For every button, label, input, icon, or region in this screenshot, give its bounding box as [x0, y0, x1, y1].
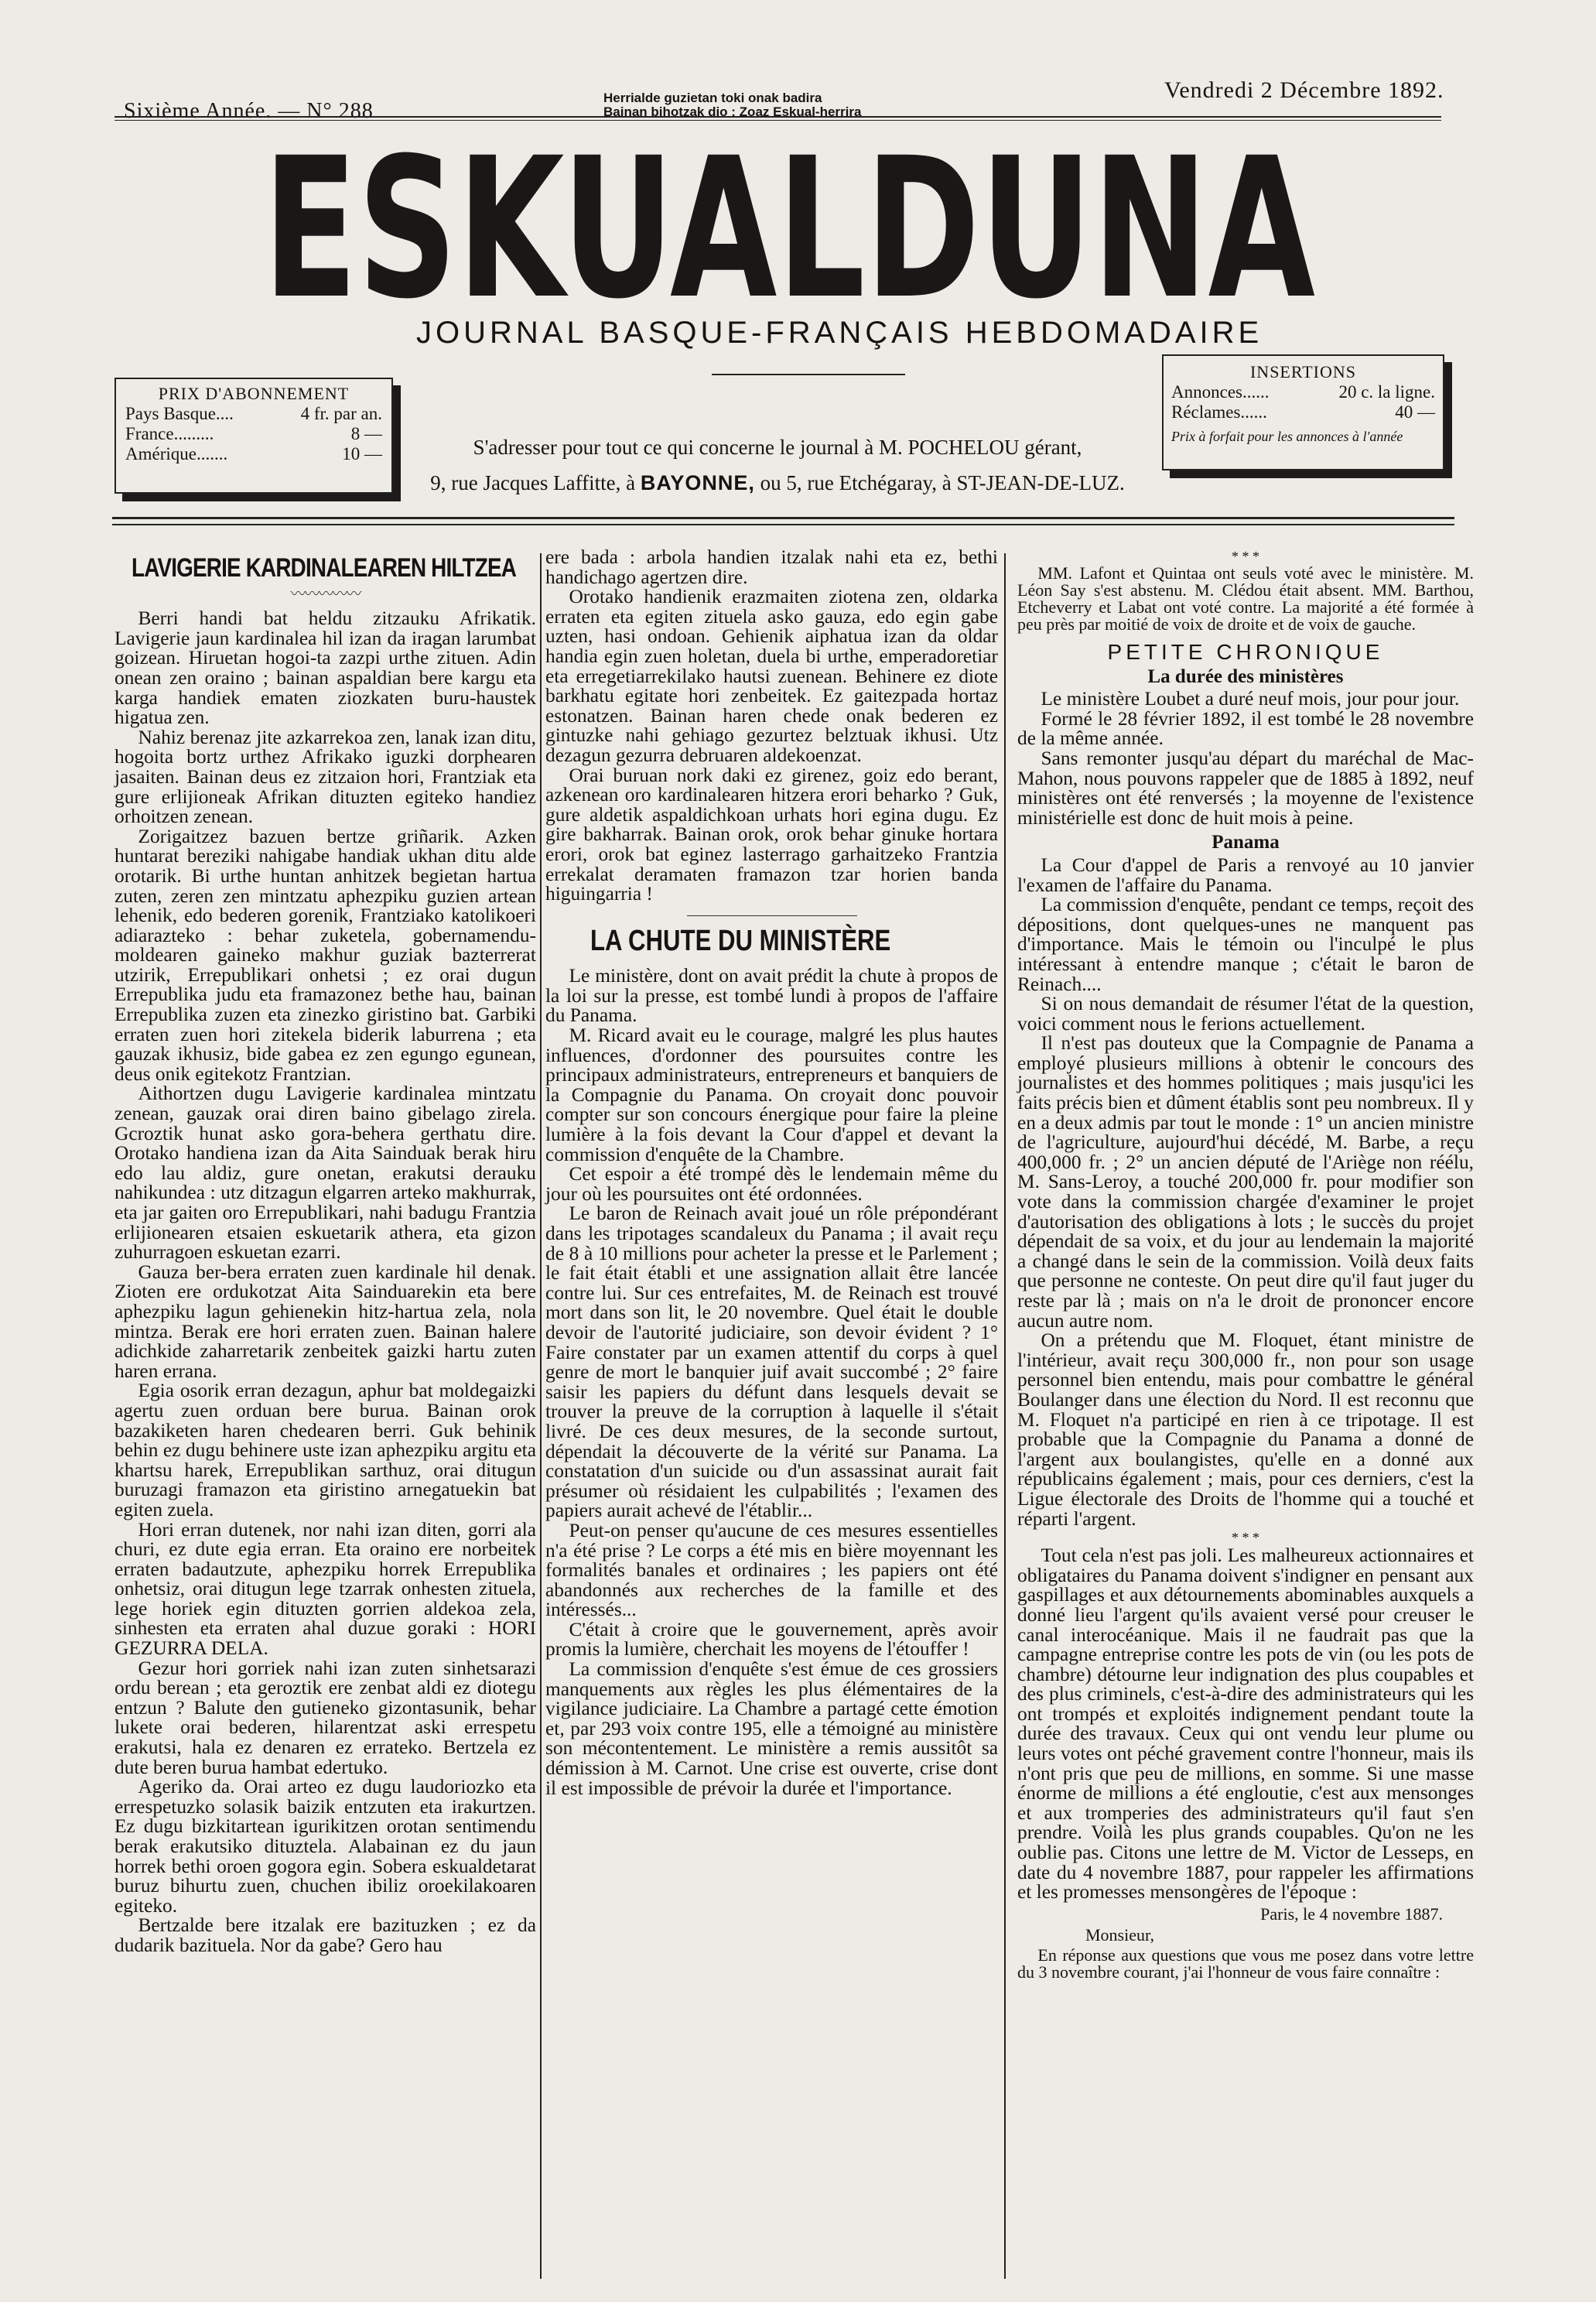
paragraph: Egia osorik erran dezagun, aphur bat moldegaizki agertu zuen orduan bere burua. Bainan orok bazakiketen haren chedearen berri. Guk behinik behin ez dugu behinere uste izan aphezpiku argitu eta khartsu harek, Errepublikan sarthuz, orai ditugun buruzagi framazon eta giristino arnegatuekin bat egiten zuela. [114, 1380, 536, 1520]
masthead-title [255, 141, 1323, 319]
ornament: 〰〰〰〰〰 [290, 585, 361, 603]
row-price: 40 — [1395, 402, 1435, 422]
asterism: * * * [1232, 1530, 1259, 1546]
insertions-box [1162, 354, 1444, 470]
letter-salutation: Monsieur, [1085, 1925, 1154, 1945]
paragraph: Le ministère Loubet a duré neuf mois, jour pour jour. [1041, 688, 1460, 710]
address-line-1: S'adresser pour tout ce qui concerne le journal à M. POCHELOU gérant, [473, 436, 1082, 459]
row-price: 8 — [350, 424, 382, 443]
row-price: 4 fr. par an. [300, 404, 382, 423]
paragraph: La Cour d'appel de Paris a renvoyé au 10 janvier l'examen de l'affaire du Panama. [1017, 853, 1474, 896]
subscription-row [125, 404, 382, 424]
motto-line-1: Herrialde guzietan toki onak badira [603, 91, 822, 105]
paragraph: Gezur hori gorriek nahi izan zuten sinhetsarazi ordu berean ; eta geroztik ere zenbat aldi ez diotegu entzun ? Balute den gutieneko gizontasunik, behar lukete orai bederen, hilarentzat aski errespetu erakutsi, hala ez denaren ez errateko. Bertzela ez dute beren burua hambat edertuko. [114, 1657, 536, 1778]
paragraph: Hori erran dutenek, nor nahi izan diten, gorri ala churi, ez dute egia erran. Eta oraino ere norbeitek erraten badautzute, aphezpiku horrek Errepublika onhetsiz, orai ditugun lege tzarrak onhesten zituela, lege horiek egin dituzten gorrien aldekoa zela, sinhesten eta erraten ahal duzue goraki : HORI GEZURRA DELA. [114, 1518, 536, 1660]
insertions-row [1171, 402, 1435, 422]
address-city: BAYONNE, [640, 471, 755, 494]
column-divider [1004, 553, 1006, 2279]
paragraph: M. Ricard avait eu le courage, malgré les plus hautes influences, d'ordonner des poursuites contre les principaux administrateurs, entrepreneurs et banquiers de la Compagnie du Panama. On croyait donc pouvoir compter sur son concours énergique pour faire la pleine lumière à la fois devant la Cour d'appel et devant la commission d'enquête de la Chambre. [545, 1024, 998, 1165]
paragraph: Orotako handienik erazmaiten ziotena zen, oldarka erraten eta egiten zituela asko gauza, edo egin gabe uzten, hasi ondoan. Gehienik aiphatua izan da oldar handia egin zuen holetan, duela bi urthe, emperadoretiar eta erregetiarrekilako hautsi zuenean. Behinere ez diote barkhatu egitate hori zenbeitek. Ez gaitezpada hortaz estonatzen. Bainan haren chede onak bederen ez gintuzke nahi gehiago gezurtez belztuak ikhusi. Utz dezagun gezurra debruaren aldekoenzat. [545, 586, 998, 766]
insertions-row [1171, 382, 1435, 402]
paragraph: Sans remonter jusqu'au départ du maréchal de Mac-Mahon, nous pouvons rappeler que de 1885 à 1892, neuf ministères ont été renversés ; la moyenne de l'existence ministérielle est donc de huit mois à peine. [1017, 747, 1474, 829]
row-label: France......... [125, 424, 214, 443]
section-heading-chronique: PETITE CHRONIQUE [1107, 640, 1384, 664]
paragraph: Tout cela n'est pas joli. Les malheureux actionnaires et obligataires du Panama doivent s'indigner en pensant aux gaspillages et aux détournements abominables auxquels a donné lieu l'argent qu'ils avaient versé pour creuser le canal interocéanique. Mais il ne faudrait pas que la campagne entreprise contre les pots de vin (ou les pots de chambre) détourne leur indignation des plus coupables et des plus criminels, c'est-à-dire des administrateurs qui les ont trompés et exploités indignement pendant toute la durée des travaux. Ceux qui ont vendu leur plume ou leurs votes ont péché gravement contre l'honneur, mais ils n'ont pris que peu de millions, en somme. Si une masse énorme de millions a été engloutie, c'est aux mensonges et aux tromperies des administrateurs qu'il faut s'en prendre. Voilà les plus grands coupables. Qu'on ne les oublie pas. Citons une lettre de M. Victor de Lesseps, en date du 4 novembre 1887, pour rappeler les affirmations et les promesses mensongères de l'époque : [1017, 1544, 1474, 1904]
issue-number: Sixième Année. — N° 288 [124, 99, 374, 123]
address-line-2 [422, 465, 1133, 501]
article-heading-lavigerie: LAVIGERIE KARDINALEAREN HILTZEA [132, 553, 517, 583]
header-rule [112, 517, 1454, 525]
row-price: 10 — [342, 444, 382, 463]
subheading-duree: La durée des ministères [1147, 665, 1344, 687]
row-label: Pays Basque.... [125, 404, 234, 423]
subheading-panama: Panama [1212, 832, 1280, 853]
paragraph: Zorigaitzez bazuen bertze griñarik. Azken huntarat bereziki nahigabe handiak ukhan ditu alde orotarik. Bi urthe huntan anhitzek begietan hartua zuten, zeren zen mintzatu aphezpiku guzien artean lehenik, edo bederen gorenik, Frantziako katolikoeri adiarazteko : behar zuketela, gobernamendu-moldearen gaineko makhur guziak bazterrerat utzirik, Errepublikari onhetsi ; ez orai dugun Errepublika judu eta framazonez bethe hau, bainan Errepublika zuzen eta zinezko giristino bat. Garbiki erraten zuen hori zitekela biderik laburrena ; eta gauzak ikhusiz, bide gabea ez zen egungo egunean, deus onik egitekotz Frantzian. [114, 825, 536, 1085]
motto [603, 91, 861, 119]
paragraph: ere bada : arbola handien itzalak nahi eta ez, bethi handichago agertzen dire. [545, 546, 998, 588]
address-part: 9, rue Jacques Laffitte, à [430, 471, 636, 494]
letter-date: Paris, le 4 novembre 1887. [1260, 1904, 1443, 1924]
subscription-row [125, 444, 382, 464]
masthead-subtitle: JOURNAL BASQUE-FRANÇAIS HEBDOMADAIRE [416, 316, 1263, 350]
masthead [255, 141, 1323, 319]
paragraph: Aithortzen dugu Lavigerie kardinalea mintzatu zenean, gauzak orai diren baino gibelago zirela. Gcroztik hunat asko gora-behera gerthatu dire. Orotako handiena izan da Aita Sainduak berak hiru edo lau aldiz, gure onetan, erakutsi derauku nahikundea : utz ditzagun elgarren arteko makhurrak, eta jar gaiten oro Errepublikari, nahi badugu Frantzia erlijionearen etsaien eskuetarik athera, eta gizon zuhurragoen eskuetan ezarri. [114, 1083, 536, 1264]
asterism: * * * [1232, 549, 1259, 564]
paragraph: Ageriko da. Orai arteo ez dugu laudoriozko eta errespetuzko solasik baizik entzuten eta irakurtzen. Ez dugu bizkitartean igurikitzen orotan sentimendu berak erakutsiko dituztela. Alabainan ez du jaun horrek bethi oroen gogora egin. Sobera eskualdetarat buruz bihurtu zuen, chuchen ibiliz oroekilakoaren egiteko. [114, 1776, 536, 1917]
paragraph: Cet espoir a été trompé dès le lendemain même du jour où les poursuites ont été ordonnées. [545, 1163, 998, 1205]
top-rule [114, 116, 1441, 121]
column-divider [540, 553, 542, 2279]
paragraph: Peut-on penser qu'aucune de ces mesures essentielles n'a été prise ? Le corps a été mis en bière moyennant les formalités banales et ordinaires ; les papiers ont été abandonnés aux recherches de la famille et des intéressés... [545, 1519, 998, 1621]
address-block [422, 429, 1133, 501]
row-label: Réclames...... [1171, 402, 1267, 422]
column-3 [1017, 548, 1474, 1981]
paragraph: Bertzalde bere itzalak ere bazituzken ; ez da dudarik bazituela. Nor da gabe? Gero hau [114, 1914, 536, 1956]
issue-date: Vendredi 2 Décembre 1892. [1164, 77, 1444, 103]
letter-text: En réponse aux questions que vous me posez dans votre lettre du 3 novembre courant, j'ai l'honneur de vous faire connaître : [1017, 1945, 1474, 1982]
insertions-note: Prix à forfait pour les annonces à l'année [1171, 429, 1403, 444]
section-rule [687, 915, 857, 916]
paragraph: On a prétendu que M. Floquet, étant ministre de l'intérieur, avait reçu 300,000 fr., non pour son usage personnel bien entendu, mais pour combattre le général Boulanger dans une élection du Nord. Il est reconnu que M. Floquet n'a participé en rien à ce tripotage. Il est probable que la Compagnie du Panama a donné de l'argent aux boulangistes, qu'elle en a donné aux républicains également ; mais, pour ces derniers, c'est la Ligue électorale des Droits de l'homme qui a touché et réparti l'argent. [1017, 1329, 1474, 1530]
paragraph: Nahiz berenaz jite azkarrekoa zen, lanak izan ditu, hogoita bortz urthez Afrikako iguzki dorphearen jasaiten. Bainan deus ez zitzaion hori, Frantziak eta gure erlijioneak Afrikan dituzten egiteko handiez orhoitzen zenean. [114, 726, 536, 828]
paragraph: Si on nous demandait de résumer l'état de la question, voici comment nous le ferions actuellement. [1017, 993, 1474, 1035]
row-price: 20 c. la ligne. [1338, 382, 1435, 402]
address-part: ou 5, rue Etchégaray, à ST-JEAN-DE-LUZ. [760, 471, 1125, 494]
insertions-title: INSERTIONS [1249, 362, 1356, 381]
paragraph: MM. Lafont et Quintaa ont seuls voté avec le ministère. M. Léon Say s'est abstenu. M. Clédou était absent. MM. Barthou, Etcheverry et Labat ont voté contre. La majorité a été formée à peu près par moitié de voix de droite et de voix de gauche. [1017, 563, 1474, 634]
article-heading-chute: LA CHUTE DU MINISTÈRE [590, 924, 891, 957]
subscription-title: PRIX D'ABONNEMENT [158, 384, 350, 403]
paragraph: C'était à croire que le gouvernement, après avoir promis la lumière, cherchait les moyens de l'étouffer ! [545, 1618, 998, 1661]
column-1 [114, 548, 536, 1956]
subscription-box [114, 378, 393, 494]
subtitle-rule [712, 374, 905, 375]
paragraph: Le baron de Reinach avait joué un rôle prépondérant dans les tripotages scandaleux du Panama ; il avait reçu de 8 à 10 millions pour acheter la presse et le Parlement ; le fait était établi et une assignation allait être lancée contre lui. Sur ces entrefaites, M. de Reinach est trouvé mort dans son lit, le 20 novembre. Quel était le double devoir de l'autorité judiciaire, son devoir évident ? 1° Faire constater par un examen attentif du corps à quel genre de mort le banquier juif avait succombé ; 2° faire saisir les papiers du défunt dans lesquels devait se trouver la preuve de la corruption à laquelle il s'était livré. De ces deux mesures, de la seconde surtout, dépendait la découverte de la vérité sur Panama. La constatation d'un suicide ou d'un assassinat aurait fait présumer où résidaient les culpabilités ; l'examen des papiers aurait achevé de l'établir... [545, 1202, 998, 1522]
row-label: Amérique....... [125, 444, 228, 463]
paragraph: Il n'est pas douteux que la Compagnie de Panama a employé plusieurs millions à obtenir le concours des journalistes et des hommes politiques ; mais jusqu'ici les faits précis bien et dûment établis sont peu nombreux. Il y en a deux admis par tout le monde : 1° un ancien ministre de l'agriculture, aujourd'hui décédé, M. Barbe, a reçu 400,000 fr. ; 2° un ancien député de l'Ariège non réélu, M. Sans-Leroy, a touché 200,000 fr. pour modifier son vote dans la commission chargée d'examiner le projet d'autorisation des obligations à lots ; le succès du projet dépendait de sa voix, et du jour au lendemain la majorité a changé dans le sein de la commission. Voilà deux faits que personne ne conteste. On peut dire qu'il faut juger du reste par là ; mais on n'a le droit de prononcer encore aucun autre nom. [1017, 1032, 1474, 1332]
row-label: Annonces...... [1171, 382, 1270, 402]
masthead-text: ESKUALDUNA [263, 141, 1315, 319]
paragraph: Le ministère, dont on avait prédit la chute à propos de la loi sur la presse, est tombé lundi à propos de l'affaire du Panama. [545, 965, 998, 1027]
paragraph: Orai buruan nork daki ez girenez, goiz edo berant, azkenean oro kardinalearen hitzera erori beharko ? Guk, gure aldetik aspaldichkoan urhats hori egina dugu. Ez gire bakharrak. Bainan orok, orok behar ginuke hortara erori, orok bat eginez lasterrago garhaitzeko Frantzia errekalat deramaten framazon tzar horien banda higuingarria ! [545, 764, 998, 905]
paragraph: Berri handi bat heldu zitzauku Afrikatik. Lavigerie jaun kardinalea hil izan da iragan larumbat goizean. Hiruetan hogoi-ta zazpi urthe zituen. Adin onean zen oraino ; bainan aspaldian bere kargu eta karga handiek ematen ziozkaten buru-haustek higatua zen. [114, 607, 536, 729]
paragraph: La commission d'enquête, pendant ce temps, reçoit des dépositions, dont quelques-unes ne manquent pas d'importance. Mais le témoin ou l'inculpé le plus intéressant à entendre manque ; c'était le baron de Reinach.... [1017, 894, 1474, 995]
subscription-row [125, 424, 382, 444]
column-2 [545, 548, 998, 1798]
paragraph: La commission d'enquête s'est émue de ces grossiers manquements aux règles les plus élémentaires de la vigilance judiciaire. La Chambre a partagé cette émotion et, par 293 voix contre 195, elle a témoigné au ministère son mécontentement. Le ministère a remis aussitôt sa démission à M. Carnot. Une crise est ouverte, crise dont il est impossible de prévoir la durée et l'importance. [545, 1658, 998, 1799]
motto-line-2: Bainan bihotzak dio : Zoaz Eskual-herrira [603, 104, 862, 119]
paragraph: Gauza ber-bera erraten zuen kardinale hil denak. Zioten ere ordukotzat Aita Sainduarekin eta bere aphezpiku lagun gehienekin hitz-hartua zela, nola mintza. Berak ere hori erraten zuen. Bainan halere adichkide zaharretarik zenbeitek gaizki hartu zuten haren errana. [114, 1260, 536, 1382]
paragraph: Formé le 28 février 1892, il est tombé le 28 novembre de la même année. [1017, 707, 1474, 750]
